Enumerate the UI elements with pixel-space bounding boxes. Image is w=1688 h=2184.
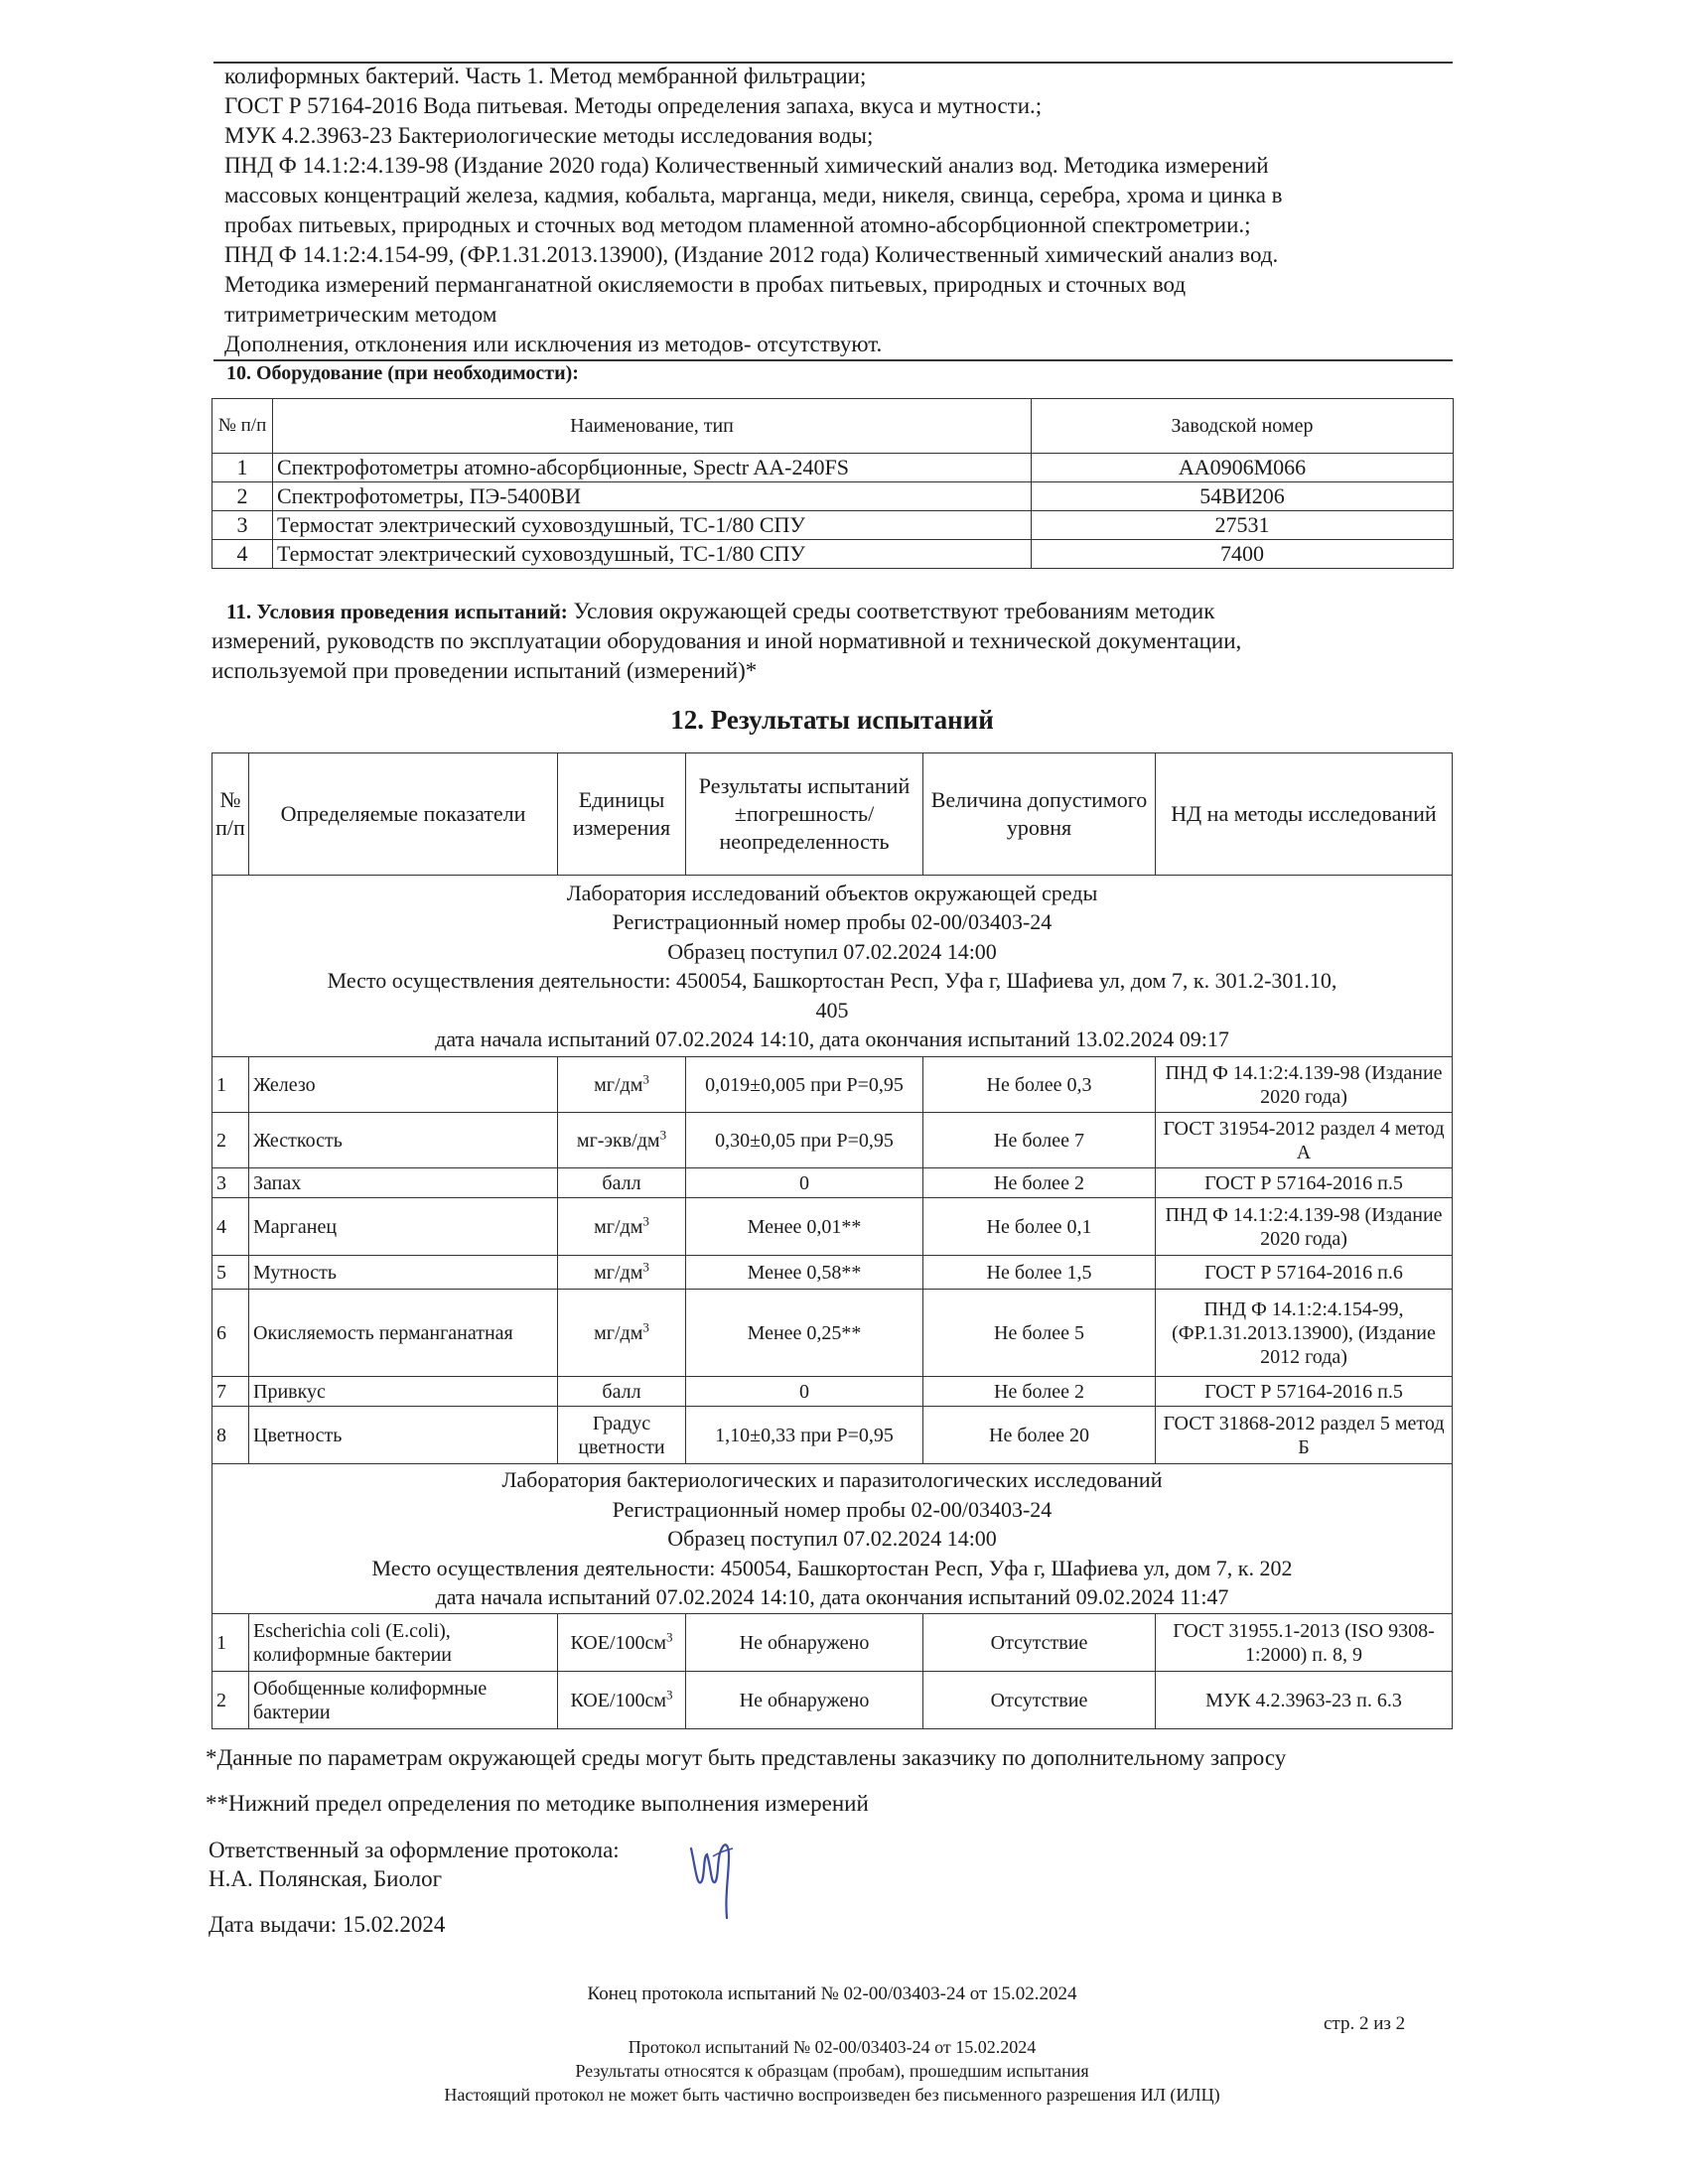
method-ref: ГОСТ 31954-2012 раздел 4 метод А	[1156, 1113, 1453, 1168]
conditions-line: измерений, руководств по эксплуатации оборудования и иной нормативной и технической документации,	[211, 628, 1242, 653]
col-header: № п/п	[212, 399, 273, 454]
unit: балл	[558, 1168, 686, 1198]
results-heading: 12. Результаты испытаний	[670, 705, 994, 735]
col-header: Заводской номер	[1032, 399, 1454, 454]
table-row	[212, 540, 1454, 569]
row-number: 4	[212, 540, 273, 569]
limit-value: Отсутствие	[923, 1672, 1156, 1729]
parameter: Мутность	[249, 1256, 558, 1290]
table-row	[212, 1290, 1453, 1377]
limit-value: Не более 1,5	[923, 1256, 1156, 1290]
footer-line: Настоящий протокол не может быть частично воспроизведен без письменного разрешения ИЛ (ИЛЦ)	[444, 2085, 1220, 2105]
row-number: 1	[212, 454, 273, 482]
parameter: Обобщенные колиформные бактерии	[249, 1672, 558, 1729]
parameter: Привкус	[249, 1377, 558, 1407]
unit: Градус цветности	[558, 1407, 686, 1464]
sample-reg-number: Регистрационный номер пробы 02-00/03403-24	[612, 909, 1053, 934]
result-value: Не обнаружено	[686, 1614, 923, 1672]
unit: $мг-экв/дм^3$	[558, 1113, 686, 1168]
responsible-name: Н.А. Полянская, Биолог	[209, 1866, 443, 1891]
table-row	[212, 1113, 1453, 1168]
table-row	[212, 482, 1454, 511]
parameter: Escherichia coli (E.coli), колиформные бактерии	[249, 1614, 558, 1672]
unit: балл	[558, 1377, 686, 1407]
limit-value: Не более 2	[923, 1377, 1156, 1407]
method-line: ПНД Ф 14.1:2:4.139-98 (Издание 2020 года) Количественный химический анализ вод. Методика измерений	[224, 153, 1269, 178]
methods-list	[224, 62, 1283, 359]
equipment-name: Спектрофотометры, ПЭ-5400ВИ	[273, 482, 1032, 511]
lab-place: Место осуществления деятельности: 450054, Башкортостан Респ, Уфа г, Шафиева ул, дом 7, к. 301.2-301.10,	[327, 968, 1337, 993]
col-header: Единицы измерения	[558, 753, 686, 876]
protocol-end: Конец протокола испытаний № 02-00/03403-24 от 15.02.2024	[587, 1983, 1077, 2004]
equipment-name: Термостат электрический суховоздушный, ТС-1/80 СПУ	[273, 540, 1032, 569]
equipment-name: Спектрофотометры атомно-абсорбционные, Spectr AA-240FS	[273, 454, 1032, 482]
col-header: Наименование, тип	[273, 399, 1032, 454]
method-ref: ГОСТ Р 57164-2016 п.6	[1156, 1256, 1453, 1290]
sample-received: Образец поступил 07.02.2024 14:00	[667, 938, 997, 964]
equipment-name: Термостат электрический суховоздушный, ТС-1/80 СПУ	[273, 511, 1032, 540]
conditions-label: 11. Условия проведения испытаний:	[226, 600, 568, 623]
parameter: Жесткость	[249, 1113, 558, 1168]
sample-reg-number: Регистрационный номер пробы 02-00/03403-24	[612, 1496, 1053, 1522]
col-header: Определяемые показатели	[249, 753, 558, 876]
table-row	[212, 511, 1454, 540]
row-number: 3	[212, 511, 273, 540]
row-number: 2	[212, 1113, 249, 1168]
result-value: Не обнаружено	[686, 1672, 923, 1729]
table-row	[212, 1614, 1453, 1672]
table-row	[212, 1256, 1453, 1290]
unit: $мг/дм^3$	[558, 1290, 686, 1377]
row-number: 2	[212, 1672, 249, 1729]
lab-name: Лаборатория бактериологических и паразитологических исследований	[501, 1467, 1163, 1493]
parameter: Окисляемость перманганатная	[249, 1290, 558, 1377]
lab-place: 405	[815, 997, 849, 1023]
limit-value: Отсутствие	[923, 1614, 1156, 1672]
method-ref: ГОСТ 31955.1-2013 (ISO 9308-1:2000) п. 8, 9	[1156, 1614, 1453, 1672]
serial-number: AA0906M066	[1032, 454, 1454, 482]
footer-line: Результаты относятся к образцам (пробам), прошедшим испытания	[575, 2061, 1089, 2081]
note-detection-limit: **Нижний предел определения по методике выполнения измерений	[206, 1791, 869, 1816]
signature	[685, 1827, 745, 1926]
issue-date: Дата выдачи: 15.02.2024	[209, 1912, 446, 1937]
method-line: МУК 4.2.3963-23 Бактериологические методы исследования воды;	[224, 123, 874, 148]
conditions-text: Условия окружающей среды соответствуют требованиям методик	[567, 599, 1215, 623]
lab-info	[212, 876, 1453, 1057]
limit-value: Не более 0,1	[923, 1198, 1156, 1256]
unit: $мг/дм^3$	[558, 1057, 686, 1113]
conditions-line: используемой при проведении испытаний (измерений)*	[211, 658, 758, 683]
note-environment: *Данные по параметрам окружающей среды могут быть представлены заказчику по дополнительному запросу	[206, 1745, 1287, 1770]
method-ref: ГОСТ Р 57164-2016 п.5	[1156, 1377, 1453, 1407]
method-line: пробах питьевых, природных и сточных вод методом пламенной атомно-абсорбционной спектрометрии.;	[224, 212, 1251, 237]
row-number: 1	[212, 1614, 249, 1672]
result-value: 0	[686, 1168, 923, 1198]
parameter: Цветность	[249, 1407, 558, 1464]
method-ref: ПНД Ф 14.1:2:4.154-99, (ФР.1.31.2013.13900), (Издание 2012 года)	[1156, 1290, 1453, 1377]
conditions-line	[211, 597, 1241, 626]
table-row	[212, 1198, 1453, 1256]
limit-value: Не более 20	[923, 1407, 1156, 1464]
parameter: Железо	[249, 1057, 558, 1113]
result-value: 0	[686, 1377, 923, 1407]
unit: КОЕ/$100см^3$	[558, 1672, 686, 1729]
limit-value: Не более 2	[923, 1168, 1156, 1198]
table-row	[212, 1168, 1453, 1198]
result-value: Менее 0,01**	[686, 1198, 923, 1256]
responsible-label: Ответственный за оформление протокола:	[209, 1838, 620, 1862]
serial-number: 27531	[1032, 511, 1454, 540]
col-header: Величина допустимого уровня	[923, 753, 1156, 876]
method-ref: ПНД Ф 14.1:2:4.139-98 (Издание 2020 года)	[1156, 1057, 1453, 1113]
row-number: 7	[212, 1377, 249, 1407]
limit-value: Не более 5	[923, 1290, 1156, 1377]
row-number: 2	[212, 482, 273, 511]
equipment-table	[211, 398, 1454, 569]
method-ref: МУК 4.2.3963-23 п. 6.3	[1156, 1672, 1453, 1729]
result-value: 1,10±0,33 при Р=0,95	[686, 1407, 923, 1464]
lab-place: Место осуществления деятельности: 450054, Башкортостан Респ, Уфа г, Шафиева ул, дом 7, к. 202	[371, 1555, 1293, 1580]
result-value: 0,30±0,05 при Р=0,95	[686, 1113, 923, 1168]
method-ref: ГОСТ Р 57164-2016 п.5	[1156, 1168, 1453, 1198]
method-ref: ПНД Ф 14.1:2:4.139-98 (Издание 2020 года)	[1156, 1198, 1453, 1256]
equipment-heading: 10. Оборудование (при необходимости):	[226, 362, 579, 384]
col-header: Результаты испытаний ±погрешность/ неопределенность	[686, 753, 923, 876]
result-value: 0,019±0,005 при Р=0,95	[686, 1057, 923, 1113]
table-row	[212, 1672, 1453, 1729]
serial-number: 7400	[1032, 540, 1454, 569]
conditions-block	[211, 597, 1241, 686]
test-dates: дата начала испытаний 07.02.2024 14:10, дата окончания испытаний 13.02.2024 09:17	[435, 1026, 1229, 1051]
result-value: Менее 0,58**	[686, 1256, 923, 1290]
results-table	[211, 752, 1453, 1729]
table-row	[212, 1057, 1453, 1113]
lab-section-row	[212, 1464, 1453, 1614]
page-number: стр. 2 из 2	[1324, 2013, 1406, 2034]
table-header-row	[212, 399, 1454, 454]
row-number: 1	[212, 1057, 249, 1113]
unit: $мг/дм^3$	[558, 1198, 686, 1256]
row-number: 4	[212, 1198, 249, 1256]
col-header: НД на методы исследований	[1156, 753, 1453, 876]
table-row	[212, 1377, 1453, 1407]
footer-line: Протокол испытаний № 02-00/03403-24 от 15.02.2024	[628, 2037, 1037, 2057]
limit-value: Не более 7	[923, 1113, 1156, 1168]
row-number: 5	[212, 1256, 249, 1290]
table-header-row	[212, 753, 1453, 876]
row-number: 8	[212, 1407, 249, 1464]
sample-received: Образец поступил 07.02.2024 14:00	[667, 1526, 997, 1552]
result-value: Менее 0,25**	[686, 1290, 923, 1377]
unit: КОЕ/$100см^3$	[558, 1614, 686, 1672]
method-line: Дополнения, отклонения или исключения из методов- отсутствуют.	[224, 332, 883, 356]
method-line: ГОСТ Р 57164-2016 Вода питьевая. Методы определения запаха, вкуса и мутности.;	[224, 93, 1043, 118]
col-header: № п/п	[212, 753, 249, 876]
table-row	[212, 454, 1454, 482]
row-number: 3	[212, 1168, 249, 1198]
row-number: 6	[212, 1290, 249, 1377]
test-dates: дата начала испытаний 07.02.2024 14:10, дата окончания испытаний 09.02.2024 11:47	[435, 1584, 1229, 1610]
unit: $мг/дм^3$	[558, 1256, 686, 1290]
limit-value: Не более 0,3	[923, 1057, 1156, 1113]
lab-info	[212, 1464, 1453, 1614]
lab-name: Лаборатория исследований объектов окружающей среды	[566, 880, 1098, 905]
method-line: массовых концентраций железа, кадмия, кобальта, марганца, меди, никеля, свинца, серебра, хрома и цинка в	[224, 183, 1283, 207]
method-ref: ГОСТ 31868-2012 раздел 5 метод Б	[1156, 1407, 1453, 1464]
serial-number: 54ВИ206	[1032, 482, 1454, 511]
method-line: титриметрическим методом	[224, 302, 497, 327]
lab-section-row	[212, 876, 1453, 1057]
parameter: Марганец	[249, 1198, 558, 1256]
table-row	[212, 1407, 1453, 1464]
parameter: Запах	[249, 1168, 558, 1198]
method-line: ПНД Ф 14.1:2:4.154-99, (ФР.1.31.2013.13900), (Издание 2012 года) Количественный химический анализ вод.	[224, 242, 1279, 267]
method-line: колиформных бактерий. Часть 1. Метод мембранной фильтрации;	[224, 64, 867, 88]
method-line: Методика измерений перманганатной окисляемости в пробах питьевых, природных и сточных вод	[224, 272, 1187, 297]
